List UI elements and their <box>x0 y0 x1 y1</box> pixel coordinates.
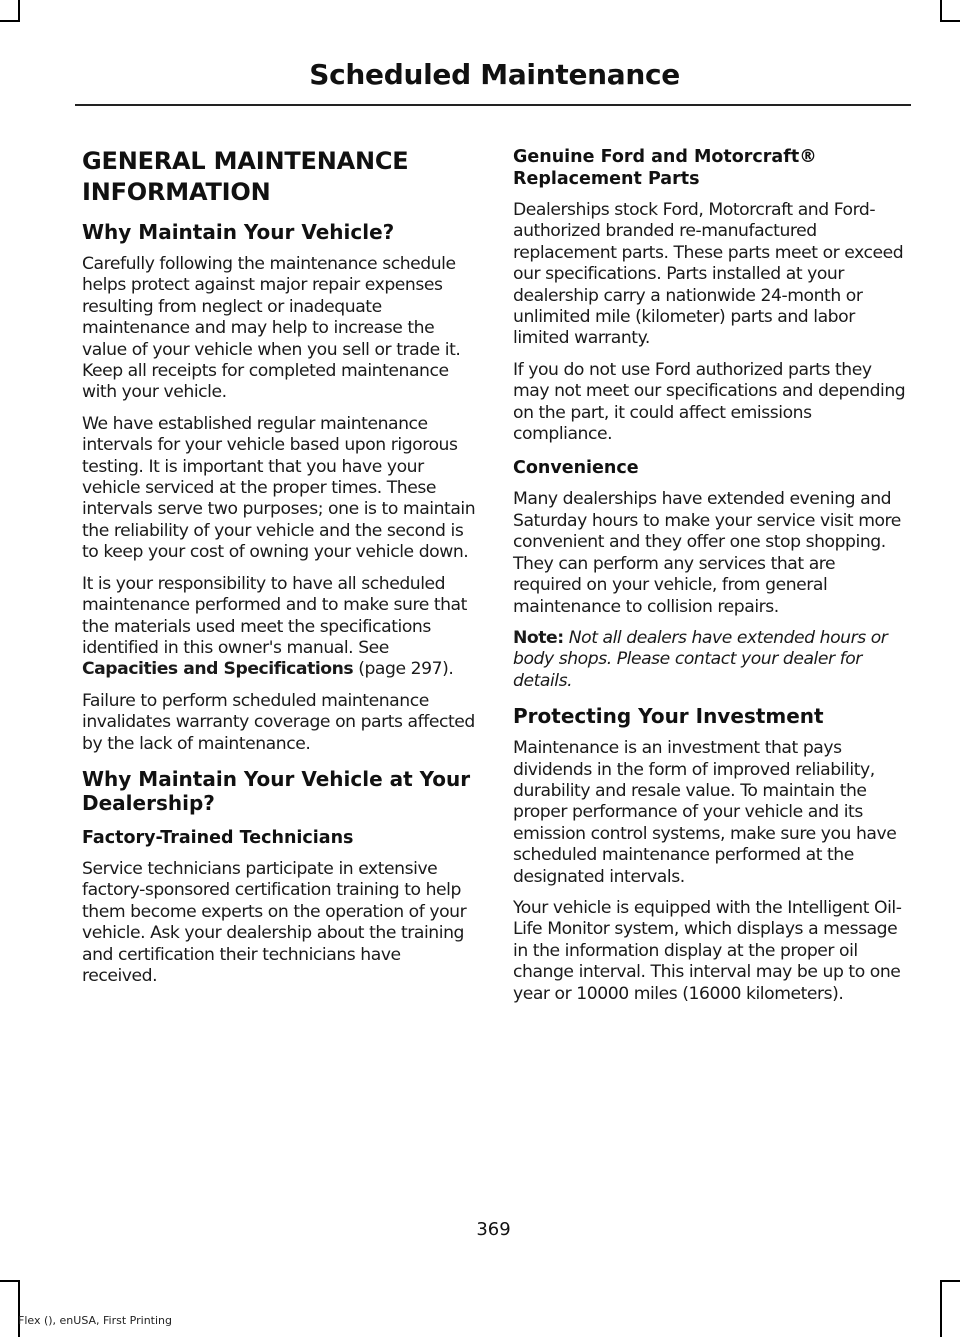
right-column <box>513 146 908 1015</box>
paragraph-dealership-parts: Dealerships stock Ford, Motorcraft and Ford-authorized branded re-manufactured replacement parts. These parts meet or exceed our specifications. Parts installed at your dealership carry a nationwide 24-month or unlimited mile (kilometer) parts and labor limited warranty. <box>513 200 904 349</box>
left-column <box>82 146 477 997</box>
note-text: Not all dealers have extended hours or body shops. Please contact your dealer for details. <box>513 627 888 691</box>
paragraph-technicians: Service technicians participate in extensive factory-sponsored certification training to help them become experts on the operation of your vehicle. Ask your dealership about the training and certification their technicians have received. <box>82 858 467 986</box>
footer-text: Flex (), enUSA, First Printing <box>18 1314 172 1327</box>
crop-mark-bottom-left-h <box>0 1280 20 1282</box>
crop-mark-top-right-v <box>940 0 942 22</box>
heading-protecting-investment: Protecting Your Investment <box>513 704 824 729</box>
heading-why-dealership: Why Maintain Your Vehicle at Your Dealership? <box>82 766 471 815</box>
paragraph-warranty: Failure to perform scheduled maintenance invalidates warranty coverage on parts affected by the lack of maintenance. <box>82 690 475 754</box>
page-reference: (page 297). <box>353 659 454 680</box>
responsibility-text: It is your responsibility to have all scheduled maintenance performed and to make sure that the materials used meet the specifications identified in this owner's manual. See <box>82 573 467 658</box>
page-number: 369 <box>476 1219 511 1240</box>
note-label: Note: <box>513 627 564 648</box>
heading-convenience: Convenience <box>513 458 639 479</box>
crop-mark-bottom-right-v <box>940 1280 942 1337</box>
heading-why-maintain: Why Maintain Your Vehicle? <box>82 220 395 244</box>
heading-factory-trained: Factory-Trained Technicians <box>82 827 354 848</box>
crop-mark-bottom-left-v <box>18 1280 20 1337</box>
note <box>513 628 908 692</box>
crop-mark-top-left-h <box>0 20 20 22</box>
paragraph-convenience: Many dealerships have extended evening and Saturday hours to make your service visit more convenient and they offer one stop shopping. They can perform any services that are required on your vehicle, from general maintenance to collision repairs. <box>513 489 901 617</box>
paragraph-investment: Maintenance is an investment that pays dividends in the form of improved reliability, durability and resale value. To maintain the proper performance of your vehicle and its emission control systems, make sure you have scheduled maintenance performed at the designated intervals. <box>513 738 897 887</box>
section-title-line-2: INFORMATION <box>82 178 271 206</box>
paragraph-maintenance-intervals: We have established regular maintenance intervals for your vehicle based upon rigorous testing. It is important that you have your vehicle serviced at the proper times. These intervals serve two purposes; one is to maintain the reliability of your vehicle and the second is to keep your cost of owning your vehicle down. <box>82 413 476 563</box>
paragraph-authorized-parts: If you do not use Ford authorized parts they may not meet our specifications and depending on the part, it could affect emissions compliance. <box>513 359 906 445</box>
crop-mark-top-right-h <box>940 20 960 22</box>
section-title <box>82 146 477 208</box>
paragraph-maintenance-schedule: Carefully following the maintenance schedule helps protect against major repair expenses resulting from neglect or inadequate maintenance and may help to increase the value of your vehicle when you sell or trade it. Keep all receipts for completed maintenance with your vehicle. <box>82 254 461 403</box>
page-header-title: Scheduled Maintenance <box>309 58 680 91</box>
section-title-line-1: GENERAL MAINTENANCE <box>82 147 409 175</box>
heading-genuine-parts: Genuine Ford and Motorcraft® Replacement Parts <box>513 147 817 189</box>
paragraph-responsibility <box>82 574 477 681</box>
capacities-link[interactable]: Capacities and Specifications <box>82 659 354 680</box>
paragraph-oil-life-monitor: Your vehicle is equipped with the Intelligent Oil-Life Monitor system, which displays a message in the information display at the proper oil change interval. This interval may be up to one year or 10000 miles (16000 kilometers). <box>513 897 902 1004</box>
crop-mark-top-left-v <box>18 0 20 22</box>
crop-mark-bottom-right-h <box>940 1280 960 1282</box>
header-divider <box>75 104 911 106</box>
